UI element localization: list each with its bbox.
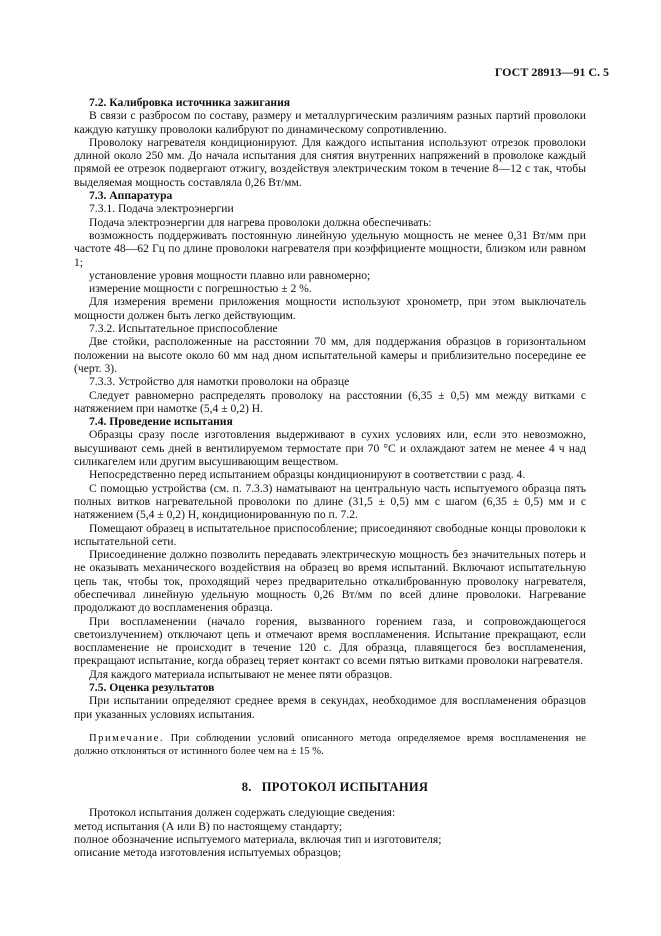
list-item: описание метода изготовления испытуемых образцов;: [74, 846, 342, 860]
paragraph: При испытании определяют среднее время в секундах, необходимое для воспламенения образцов при указанных условиях испытания.: [74, 694, 586, 721]
section-title-text: ПРОТОКОЛ ИСПЫТАНИЯ: [261, 780, 429, 795]
section-8-title: [74, 781, 586, 794]
note-label: Примечание.: [89, 732, 164, 744]
paragraph: измерение мощности с погрешностью ± 2 %.: [89, 282, 312, 296]
paragraph: Для измерения времени приложения мощности используют хронометр, при этом выключатель мощности должен быть легко действующим.: [74, 295, 586, 322]
heading-7-4: 7.4. Проведение испытания: [89, 415, 233, 429]
paragraph: Проволоку нагревателя кондиционируют. Для каждого испытания используют отрезок проволоки длиной около 250 мм. До начала испытания для снятия внутренних напряжений в проволоке каждый прямой ее отрезок подвергают отжигу, воздействуя электрическим током в течение 8—12 с так, чтобы выделяемая мощность составляла 0,26 Вт/мм.: [74, 135, 586, 189]
paragraph: Непосредственно перед испытанием образцы кондиционируют в соответствии с разд. 4.: [89, 468, 526, 482]
note-text: При соблюдении условий описанного метода определяемое время воспламенения не должно отклоняться от истинного более чем на ± 15 %.: [74, 732, 586, 757]
subheading-7-3-1: 7.3.1. Подача электроэнергии: [89, 202, 234, 216]
paragraph: Следует равномерно распределять проволоку на расстоянии (6,35 ± 0,5) мм между витками с натяжением при намотке (5,4 ± 0,2) Н.: [74, 388, 586, 415]
paragraph: Образцы сразу после изготовления выдерживают в сухих условиях или, если это невозможно, высушивают семь дней в вентилируемом термостате при 70 °С и охлаждают затем не менее 4 ч над силикагелем или другим высушивающим веществом.: [74, 428, 586, 469]
subheading-7-3-2: 7.3.2. Испытательное приспособление: [89, 322, 278, 336]
list-item: метод испытания (А или В) по настоящему стандарту;: [74, 819, 343, 833]
paragraph: Две стойки, расположенные на расстоянии 70 мм, для поддержания образцов в горизонтальном положении на высоте около 60 мм над дном испытательной камеры и приблизительно посередине ее (черт. 3).: [74, 335, 586, 375]
list-item: полное обозначение испытуемого материала, включая тип и изготовителя;: [74, 833, 442, 847]
heading-7-5: 7.5. Оценка результатов: [89, 681, 215, 695]
paragraph: В связи с разбросом по составу, размеру и металлургическим различиям разных партий проволоки каждую катушку проволоки калибруют по динамическому сопротивлению.: [74, 109, 586, 136]
heading-7-3: 7.3. Аппаратура: [89, 189, 173, 203]
paragraph: Протокол испытания должен содержать следующие сведения:: [89, 806, 396, 820]
section-number: 8.: [241, 780, 252, 795]
paragraph: При воспламенении (начало горения, вызванного горением газа, и сопровождающегося светоизлучением) отключают цепь и отмечают время воспламенения. Испытание прекращают, если воспламенение не происходит в течение 120 с. Для образца, плавящегося без воспламенения, прекращают испытание, когда образец теряет контакт со всеми пятью витками проволоки нагревателя.: [74, 614, 586, 668]
subheading-7-3-3: 7.3.3. Устройство для намотки проволоки на образце: [89, 375, 350, 389]
running-header: ГОСТ 28913—91 С. 5: [494, 65, 609, 79]
paragraph: установление уровня мощности плавно или равномерно;: [89, 268, 371, 282]
paragraph: Подача электроэнергии для нагрева проволоки должна обеспечивать:: [89, 215, 432, 229]
document-body: [74, 96, 586, 860]
paragraph: Присоединение должно позволить передавать электрическую мощность без значительных потерь и не оказывать механического воздействия на образец во время испытаний. Включают испытательную цепь так, чтобы ток, проходящий через предварительно откалиброванную проволоку нагревателя, обеспечивал линейную удельную мощность 0,26 Вт/мм по всей длине проволоки. Нагревание продолжают до воспламенения образца.: [74, 548, 586, 615]
note: [74, 733, 586, 758]
paragraph: С помощью устройства (см. п. 7.3.3) наматывают на центральную часть испытуемого образца пять полных витков нагревательной проволоки по длине (31,5 ± 0,5) мм с шагом (6,35 ± 0,5) мм и с натяжением (5,4 ± 0,2) Н, кондиционированную по п. 7.2.: [74, 481, 586, 522]
paragraph: Помещают образец в испытательное приспособление; присоединяют свободные концы проволоки к испытательной сети.: [74, 521, 586, 548]
heading-7-2: 7.2. Калибровка источника зажигания: [89, 96, 291, 109]
paragraph: Для каждого материала испытывают не менее пяти образцов.: [89, 667, 393, 681]
paragraph: возможность поддерживать постоянную линейную удельную мощность не менее 0,31 Вт/мм при частоте 48—62 Гц по длине проволоки нагревателя при коэффициенте мощности, близком или равном 1;: [74, 228, 586, 269]
